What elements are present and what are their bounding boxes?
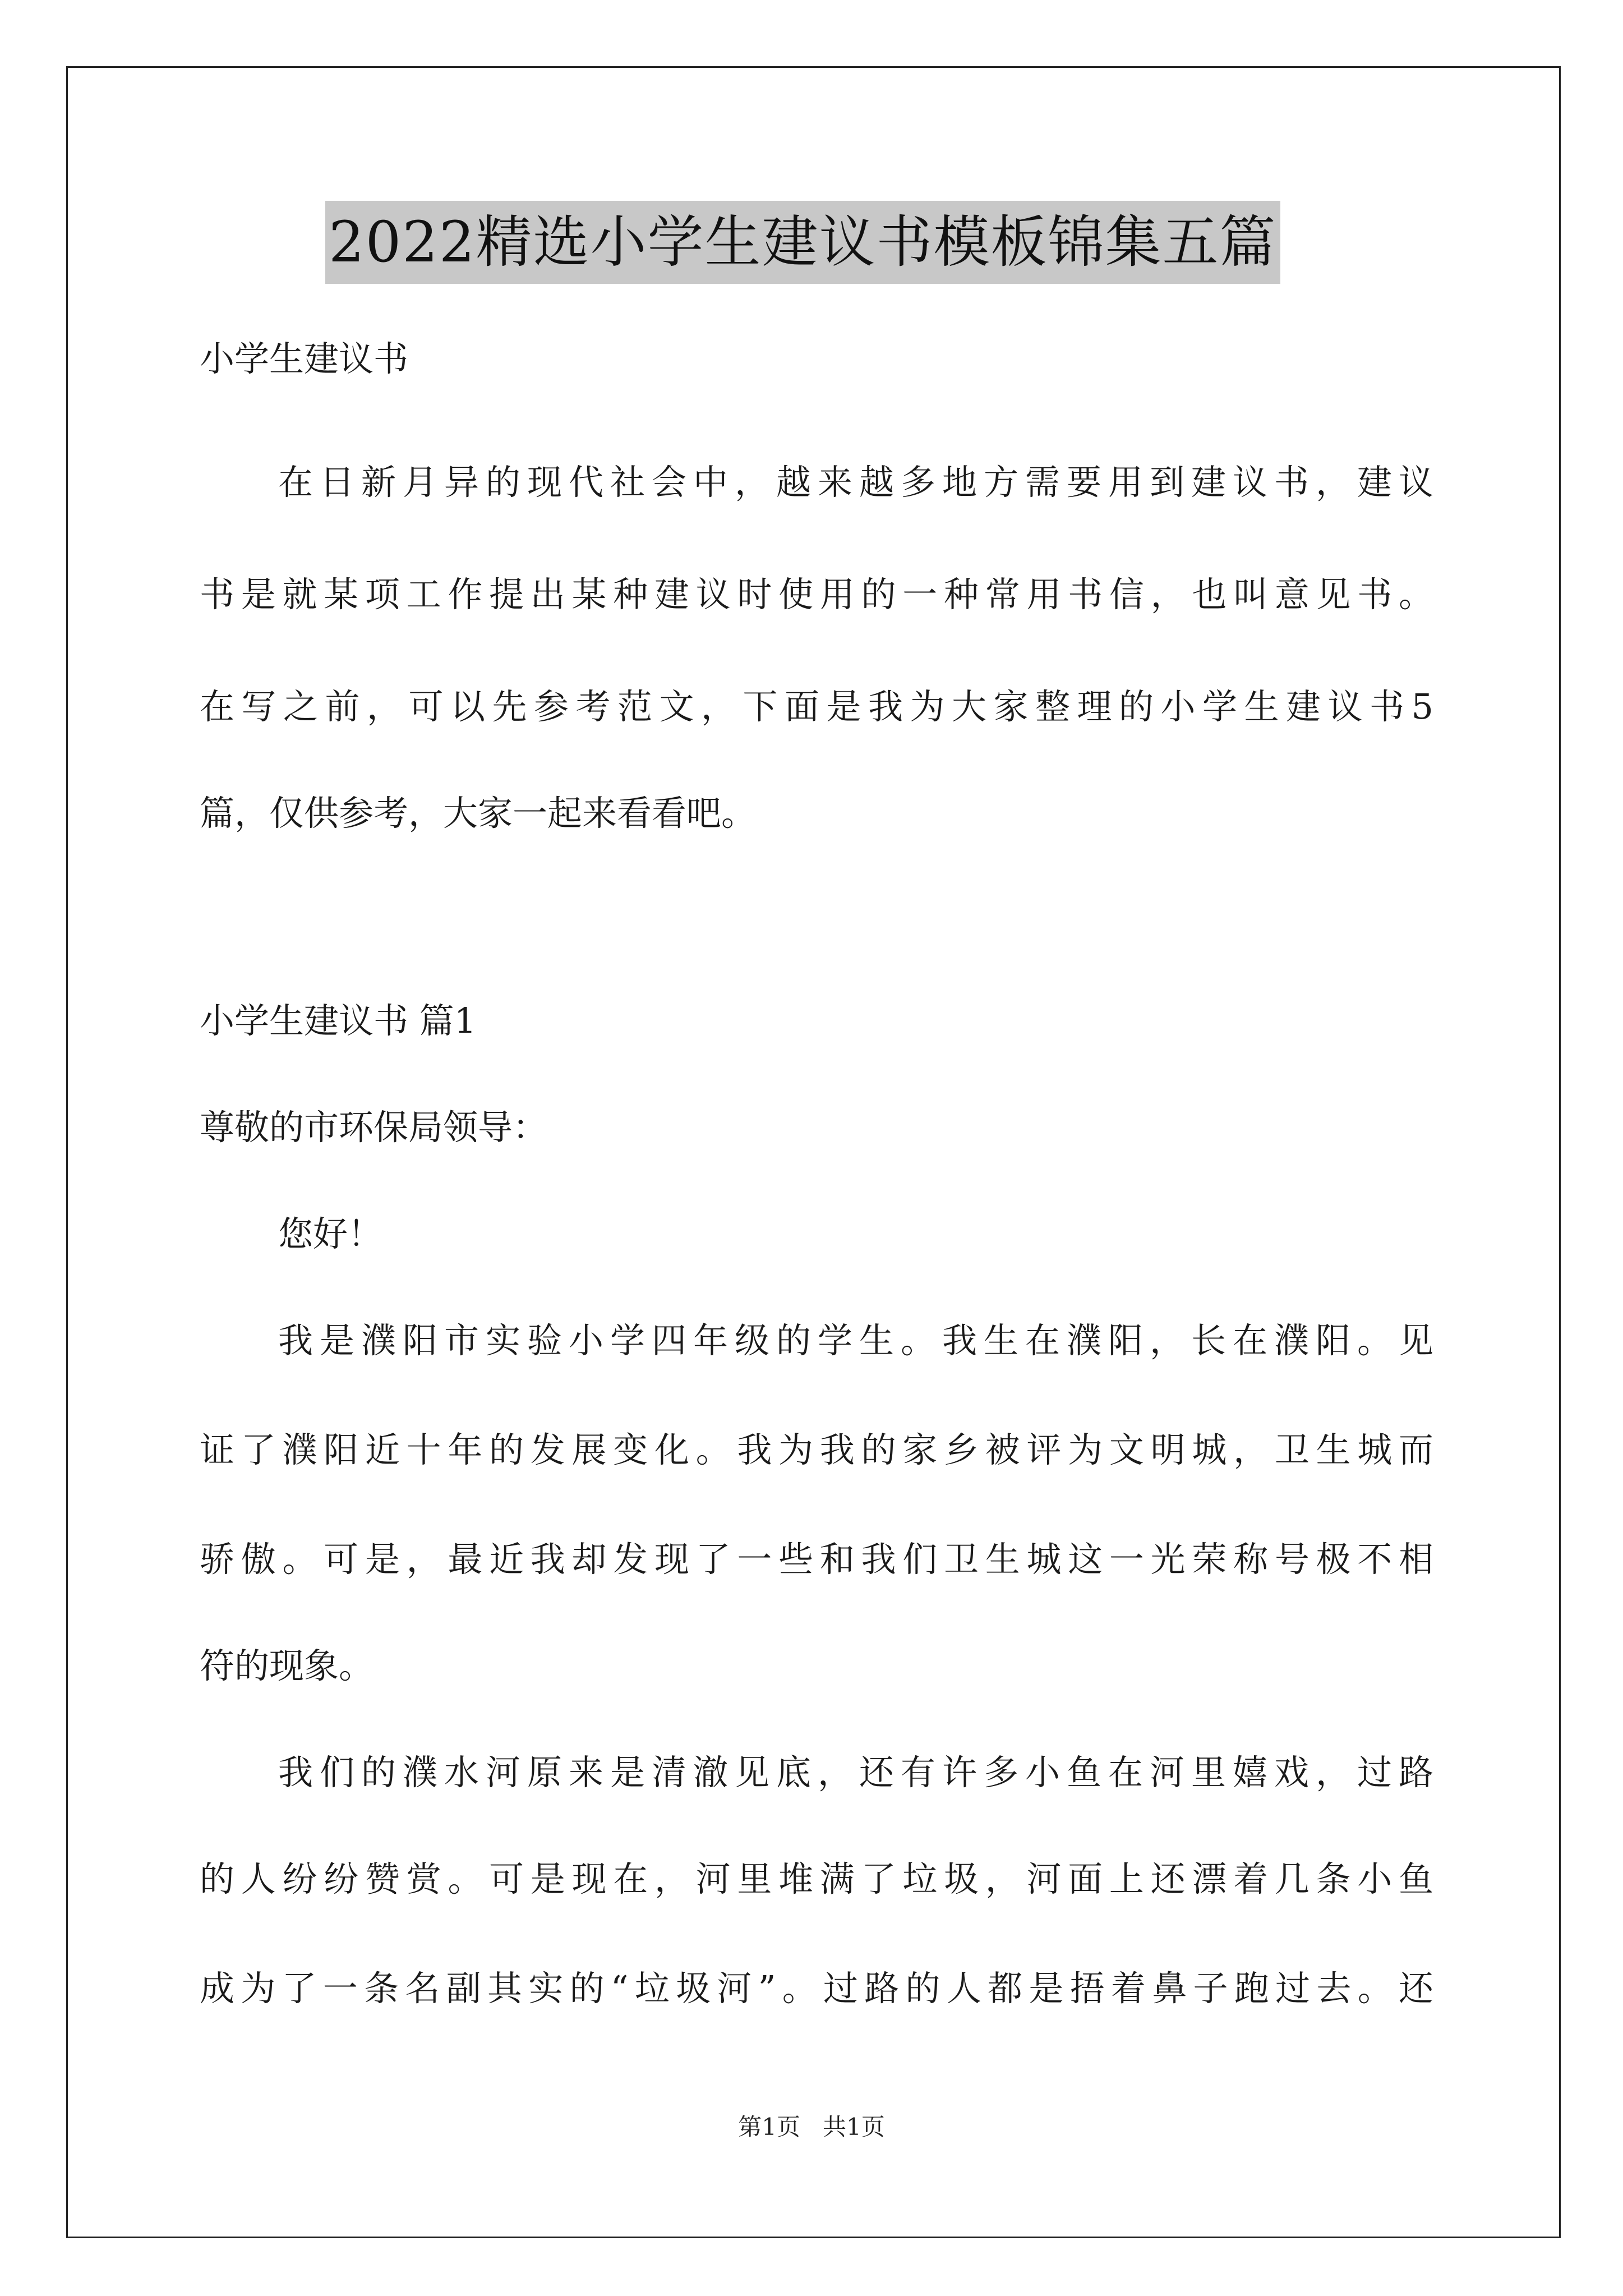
intro-line-2: 书是就某项工作提出某种建议时使用的一种常用书信，也叫意见书。 [200, 574, 1433, 615]
intro-line-4: 篇，仅供参考，大家一起来看看吧。 [200, 793, 757, 834]
paragraph-1-line-3: 骄傲。可是，最近我却发现了一些和我们卫生城这一光荣称号极不相 [200, 1539, 1433, 1580]
paragraph-2-line-3: 成为了一条名副其实的“垃圾河”。过路的人都是捂着鼻子跑过去。还 [200, 1968, 1433, 2009]
section-heading: 小学生建议书 篇1 [200, 1000, 477, 1041]
intro-line-3: 在写之前，可以先参考范文，下面是我为大家整理的小学生建议书5 [200, 686, 1433, 727]
paragraph-1-line-2: 证了濮阳近十年的发展变化。我为我的家乡被评为文明城，卫生城而 [200, 1429, 1433, 1470]
paragraph-2-line-2: 的人纷纷赞赏。可是现在，河里堆满了垃圾，河面上还漂着几条小鱼 [200, 1858, 1433, 1899]
intro-line-1: 在日新月异的现代社会中，越来越多地方需要用到建议书，建议 [278, 462, 1433, 503]
greeting: 您好！ [278, 1213, 383, 1254]
page-border [66, 66, 1561, 2238]
intro-heading: 小学生建议书 [200, 338, 409, 379]
salutation: 尊敬的市环保局领导： [200, 1107, 548, 1148]
paragraph-1-line-4: 符的现象。 [200, 1645, 374, 1686]
page-number-footer: 第1页 共1页 [738, 2113, 885, 2141]
paragraph-2-line-1: 我们的濮水河原来是清澈见底，还有许多小鱼在河里嬉戏，过路 [278, 1752, 1433, 1793]
document-title: 2022精选小学生建议书模板锦集五篇 [325, 201, 1280, 284]
paragraph-1-line-1: 我是濮阳市实验小学四年级的学生。我生在濮阳，长在濮阳。见 [278, 1320, 1433, 1361]
